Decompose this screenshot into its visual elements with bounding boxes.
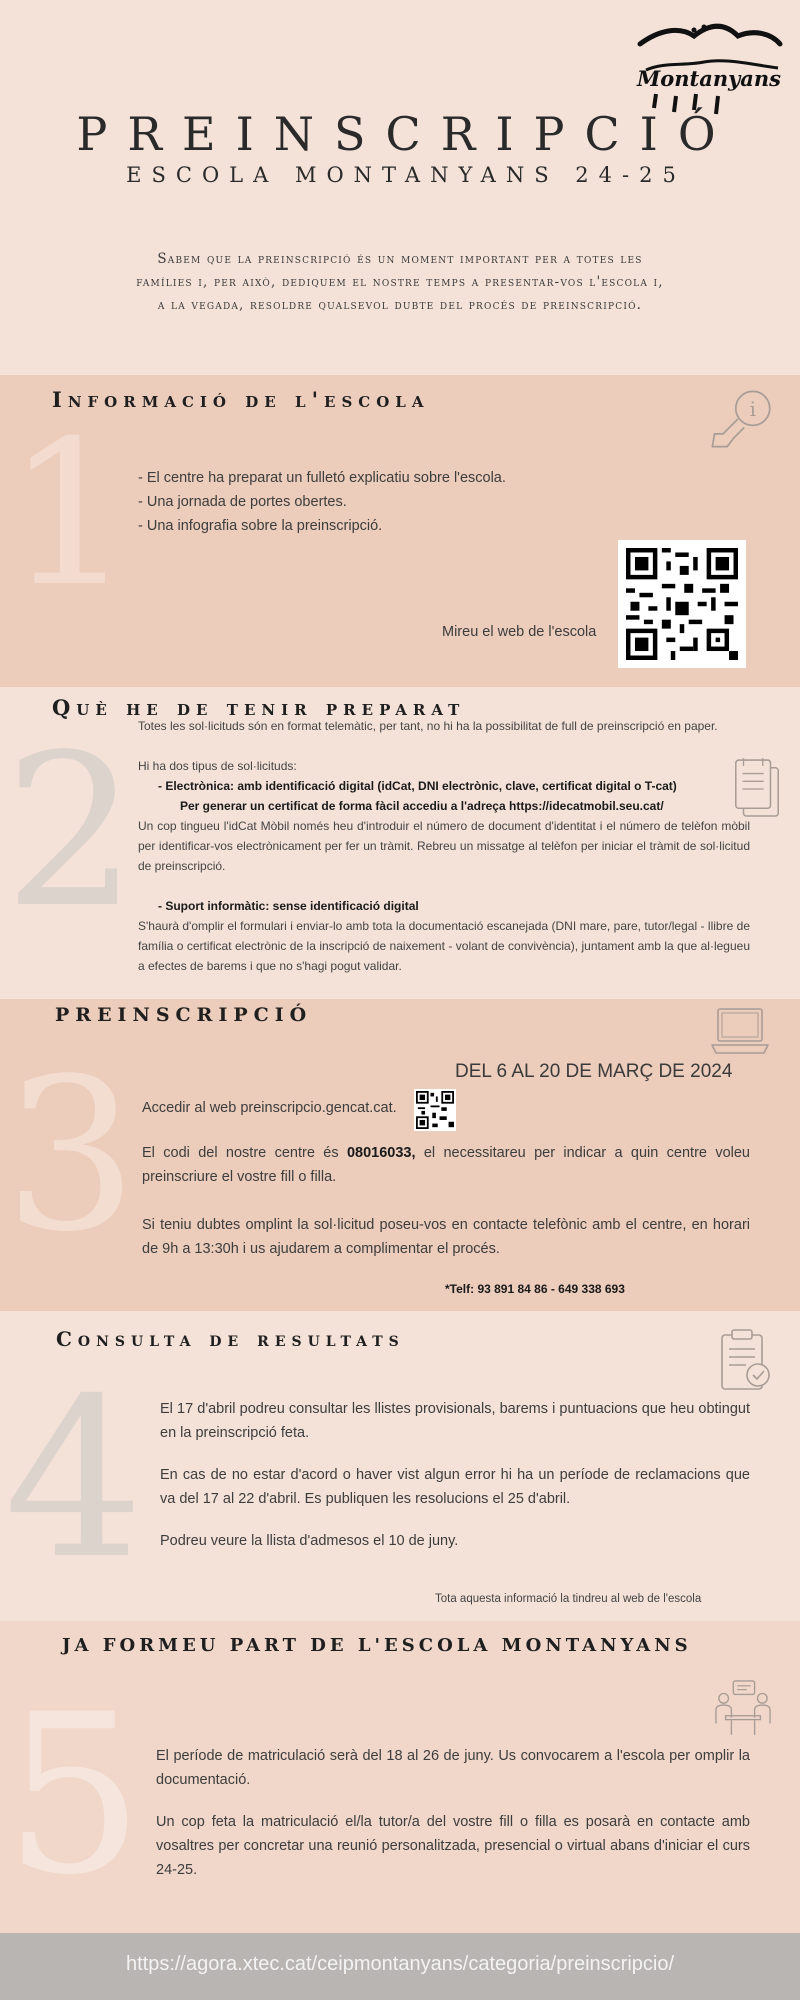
- intro-line: a la vegada, resoldre qualsevol dubte del procés de preinscripció.: [157, 297, 643, 313]
- intro-text: [60, 248, 740, 317]
- paragraph: Podreu veure la llista d'admesos el 10 de juny.: [160, 1533, 459, 1549]
- section-number: 4: [4, 1351, 144, 1607]
- code-intro: El codi del nostre centre és: [142, 1145, 347, 1161]
- paragraph: El 17 d'abril podreu consultar les llistes provisionals, barems i puntuacions que heu obtingut en la preinscripció feta.: [160, 1401, 750, 1441]
- school-info-list: [138, 466, 618, 538]
- list-item: - El centre ha preparat un fulletó explicatiu sobre l'escola.: [138, 470, 506, 486]
- section-title: Consulta de resultats: [56, 1327, 405, 1351]
- list-item: - Una infografia sobre la preinscripció.: [138, 518, 383, 534]
- section-preregistration: [0, 999, 800, 1311]
- section-title: PREINSCRIPCIÓ: [55, 1004, 313, 1026]
- certificate-link-text[interactable]: Per generar un certificat de forma fàcil accediu a l'adreça https://idecatmobil.seu.cat/: [180, 799, 664, 813]
- section-enrollment: [0, 1621, 800, 1933]
- center-code-text: [142, 1141, 750, 1189]
- meeting-icon: [712, 1679, 774, 1737]
- section-results: [0, 1311, 800, 1621]
- preparation-text: [138, 716, 750, 976]
- paragraph: S'haurà d'omplir el formulari i enviar-lo amb tota la documentació escanejada (DNI mare, pare, tutor/legal - llibre de família o certificat electrònic de la inscripció de naixement - volant de convivència), juntament amb la que al·legueu a efectes de barems i que no s'hagi pogut validar.: [138, 919, 750, 973]
- paragraph: En cas de no estar d'acord o haver vist algun error hi ha un període de reclamacions que va del 17 al 22 d'abril. Es publiquen les resolucions el 25 d'abril.: [160, 1467, 750, 1507]
- section-title: Informació de l'escola: [52, 387, 430, 412]
- paragraph: Totes les sol·licituds són en format telemàtic, per tant, no hi ha la possibilitat de full de preinscripció en paper.: [138, 719, 718, 733]
- info-hand-icon: [706, 385, 774, 453]
- phone-numbers: *Telf: 93 891 84 86 - 649 338 693: [445, 1282, 625, 1296]
- paragraph: El període de matriculació serà del 18 al 26 de juny. Us convocarem a l'escola per omplir la documentació.: [156, 1748, 750, 1788]
- access-web-text[interactable]: Accedir al web preinscripcio.gencat.cat.: [142, 1100, 397, 1116]
- header: [0, 0, 800, 375]
- intro-line: famílies i, per això, dediquem el nostre temps a presentar-vos l'escola i,: [136, 274, 664, 290]
- section-school-info: [0, 375, 800, 687]
- page-title: PREINSCRIPCIÓ: [76, 107, 736, 161]
- section-title: Què he de tenir preparat: [52, 695, 466, 720]
- clipboard-check-icon: [718, 1327, 774, 1395]
- svg-text:i: i: [749, 397, 756, 421]
- gencat-qr-code[interactable]: [414, 1089, 456, 1131]
- results-text: [160, 1397, 750, 1571]
- paragraph: Hi ha dos tipus de sol·licituds:: [138, 759, 297, 773]
- montanyans-logo: [634, 22, 784, 118]
- code-explanation: el necessitareu per indicar a quin centre voleu preinscriure el vostre fill o filla.: [142, 1145, 750, 1185]
- section-number: 2: [4, 709, 138, 954]
- section-number: 1: [6, 398, 134, 631]
- svg-text:Montanyans: Montanyans: [637, 66, 781, 91]
- section-title: JA FORMEU PART DE L'ESCOLA MONTANYANS: [62, 1635, 692, 1656]
- preregistration-dates: DEL 6 AL 20 DE MARÇ DE 2024: [455, 1061, 733, 1082]
- intro-line: Sabem que la preinscripció és un moment important per a totes les: [157, 251, 643, 267]
- laptop-icon: [708, 1003, 772, 1059]
- section-preparation: [0, 687, 800, 999]
- section-number: 3: [4, 1033, 138, 1278]
- center-code: 08016033,: [346, 1145, 416, 1161]
- qr-caption: Mireu el web de l'escola: [442, 624, 597, 640]
- enrollment-text: [156, 1744, 750, 1900]
- footer: [0, 1933, 800, 2000]
- electronic-request-title: - Electrònica: amb identificació digital (idCat, DNI electrònic, clave, certificat digital o T-cat): [158, 779, 677, 793]
- support-request-title: - Suport informàtic: sense identificació digital: [158, 899, 419, 913]
- section-number: 5: [4, 1667, 144, 1923]
- list-item: - Una jornada de portes obertes.: [138, 494, 347, 510]
- results-note: Tota aquesta informació la tindreu al web de l'escola: [435, 1593, 702, 1605]
- doubts-text: Si teniu dubtes omplint la sol·licitud poseu-vos en contacte telefònic amb el centre, en horari de 9h a 13:30h i us ajudarem a complimentar el procés.: [142, 1217, 750, 1257]
- school-web-qr-code[interactable]: [618, 540, 746, 668]
- page-subtitle: ESCOLA MONTANYANS 24-25: [126, 163, 686, 187]
- paragraph: Un cop tingueu l'idCat Mòbil només heu d'introduir el número de document d'identitat i el número de telèfon mòbil per identificar-vos electrònicament per fer un tràmit. Rebreu un missatge al telèfon per iniciar el tràmit de sol·licitud de preinscripció.: [138, 819, 750, 873]
- paragraph: Un cop feta la matriculació el/la tutor/a del vostre fill o filla es posarà en contacte amb vosaltres per concretar una reunió personalitzada, presencial o virtual abans d'iniciar el curs 24-25.: [156, 1814, 750, 1878]
- footer-url-link[interactable]: https://agora.xtec.cat/ceipmontanyans/categoria/preinscripcio/: [125, 1953, 675, 1975]
